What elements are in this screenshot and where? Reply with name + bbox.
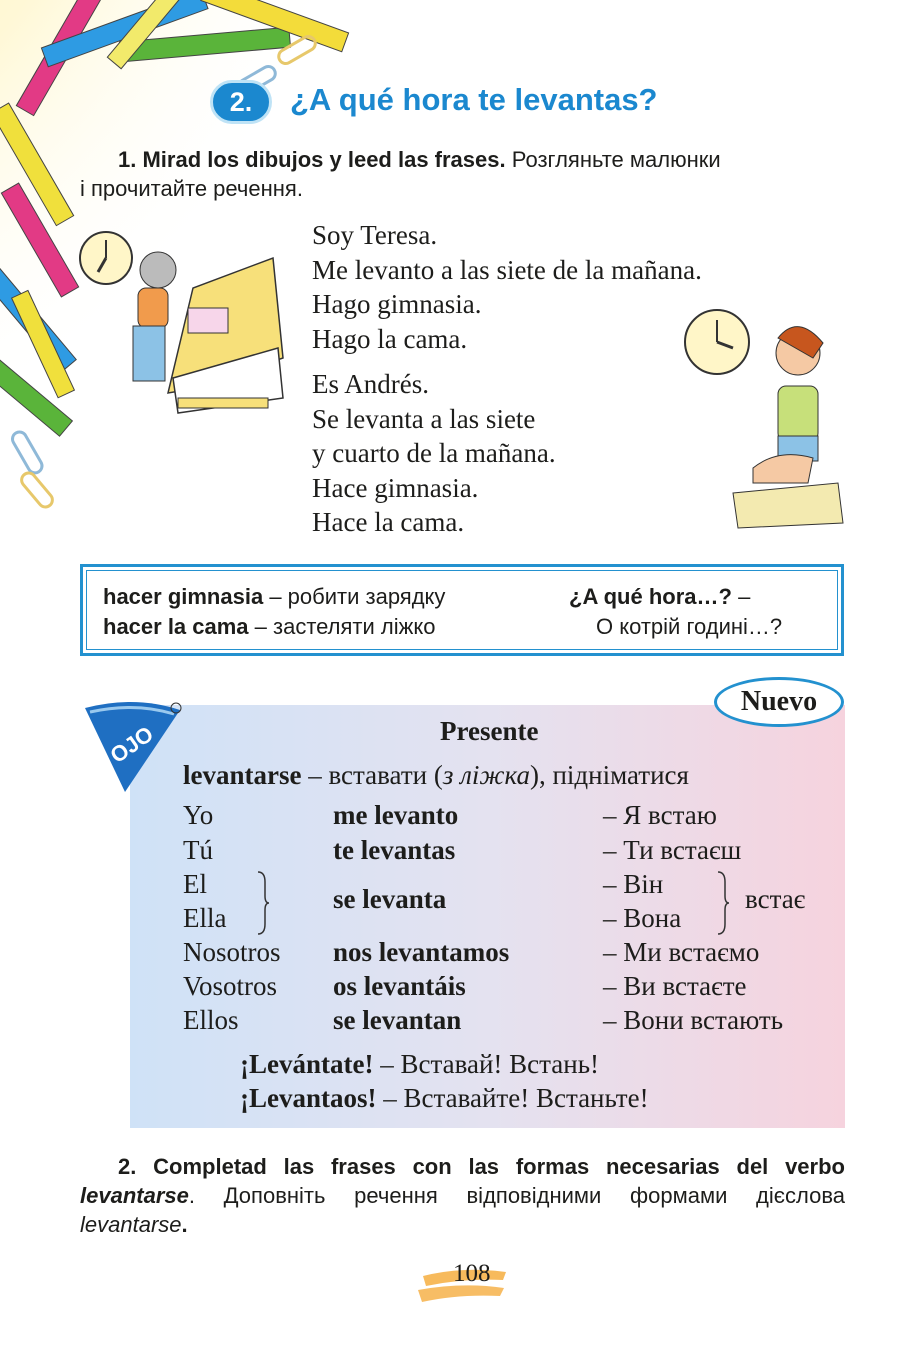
pronoun: Ellos <box>183 1005 239 1035</box>
reading-line: y cuarto de la mañana. <box>312 438 556 468</box>
pronoun: Tú <box>183 835 213 865</box>
exercise-number: 1. <box>118 147 137 172</box>
pronoun: Nosotros <box>183 937 281 967</box>
verb-form: se levantan <box>333 1005 462 1035</box>
verb-form: me levanto <box>333 800 459 830</box>
vocabulary-box <box>80 564 844 656</box>
reading-line: Se levanta a las siete <box>312 403 536 434</box>
translation: – Ви встаєте <box>603 971 747 1001</box>
translation: – Ти встаєш <box>603 835 742 865</box>
brace-icon <box>256 870 270 936</box>
reading-line: Hace gimnasia. <box>312 472 479 503</box>
pronoun: Yo <box>183 800 214 830</box>
translation: – Вона <box>603 903 682 933</box>
reading-line: Hace la cama. <box>312 507 465 537</box>
verb-form: nos levantamos <box>333 937 510 967</box>
instruction-es: Mirad los dibujos y leed las frases. <box>142 147 506 172</box>
reading-line: Hago gimnasia. <box>312 289 482 319</box>
instruction-ua-line1: Розгляньте малюнки <box>511 147 721 172</box>
reading-line: Es Andrés. <box>312 369 429 399</box>
brace-icon <box>716 870 730 936</box>
translation: – Вони встають <box>603 1005 784 1035</box>
teresa-illustration <box>78 228 293 418</box>
verb-form: te levantas <box>333 835 456 865</box>
page-number: 108 <box>453 1260 491 1287</box>
lesson-number-badge: 2. <box>210 80 272 124</box>
imperative-line: ¡Levantaos! – Вставайте! Встаньте! <box>240 1083 649 1113</box>
reading-line: Hago la cama. <box>312 323 468 354</box>
translation: – Я встаю <box>603 800 717 830</box>
imperative-line: ¡Levántate! – Вставай! Встань! <box>240 1049 600 1079</box>
translation: – Він <box>603 869 664 899</box>
clock-icon <box>80 232 132 284</box>
vocab-entry: О котрій годині…? <box>596 614 783 639</box>
pronoun: Vosotros <box>183 971 278 1001</box>
verb-infinitive: levantarse <box>183 760 302 790</box>
verb-form: os levantáis <box>333 971 466 1001</box>
pronoun: Ella <box>183 903 227 933</box>
ojo-text: OJO <box>105 721 158 769</box>
pronoun: El <box>183 869 207 899</box>
andres-illustration <box>683 308 848 533</box>
lesson-title: ¿A qué hora te levantas? <box>290 82 658 117</box>
reading-andres <box>312 367 556 540</box>
reading-line: Soy Teresa. <box>312 220 438 250</box>
translation: – Ми встаємо <box>603 937 760 967</box>
reading-line: Me levanto a las siete de la mañana. <box>312 254 702 285</box>
grammar-verb-line: levantarse – вставати (з ліжка), підніматися <box>183 760 689 790</box>
grammar-title: Presente <box>440 716 539 746</box>
reading-teresa <box>312 218 702 356</box>
vocab-entry: ¿A qué hora…? – <box>569 584 751 609</box>
instruction-ua-line2: і прочитайте речення. <box>80 176 303 201</box>
ojo-badge <box>80 700 190 800</box>
vocab-entry: hacer gimnasia – робити зарядку <box>103 584 446 609</box>
vocab-entry: hacer la cama – застеляти ліжко <box>103 614 436 639</box>
exercise-2-instruction: 2. Completad las frases con las formas necesarias del verbo levantarse. Доповніть речення відповідними формами дієслова levantarse. <box>80 1154 845 1237</box>
exercise-1-instruction <box>80 145 845 203</box>
shared-translation: встає <box>745 884 806 914</box>
verb-form: se levanta <box>333 884 447 914</box>
nuevo-badge: Nuevo <box>714 677 844 727</box>
